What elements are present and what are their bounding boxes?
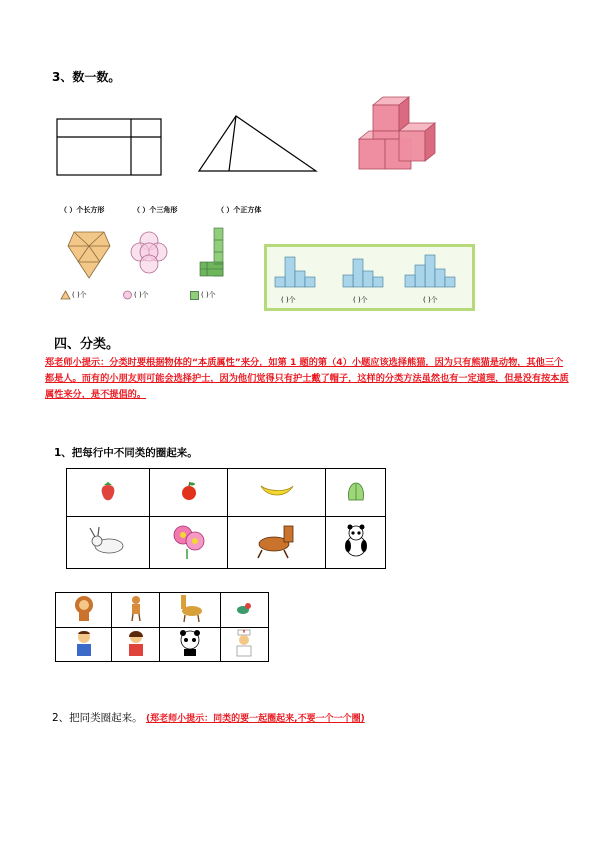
deer-cell[interactable] bbox=[112, 593, 160, 628]
cube-count-blank: ( )个 bbox=[201, 291, 216, 299]
nurse-cell[interactable] bbox=[220, 628, 268, 662]
rabbit-icon bbox=[87, 526, 129, 556]
horse-cell[interactable] bbox=[228, 517, 326, 569]
giraffe-icon bbox=[176, 593, 204, 623]
question-1: 1、把每行中不同类的圈起来。 bbox=[54, 447, 198, 459]
panda-icon bbox=[341, 524, 371, 558]
rectangles-figure bbox=[56, 118, 162, 176]
question-2-text: 2、把同类圈起来。 bbox=[52, 712, 143, 724]
cube-count-label: （ ）个正方体 bbox=[217, 206, 262, 214]
lion-cell[interactable] bbox=[56, 593, 112, 628]
cube-stacks-figure bbox=[273, 249, 463, 291]
horse-icon bbox=[252, 522, 302, 560]
triangle-count-blank: ( )个 bbox=[72, 291, 87, 299]
rectangle-count-label: （ ）个长方形 bbox=[60, 206, 105, 214]
stack-2-count-blank: ( )个 bbox=[353, 296, 368, 304]
bird-cell[interactable] bbox=[220, 593, 268, 628]
flowers-icon bbox=[169, 521, 209, 561]
strawberry-icon bbox=[99, 481, 117, 501]
section-4-title: 四、分类。 bbox=[54, 337, 120, 352]
question-2 bbox=[52, 710, 365, 725]
teacher-tip: 郑老师小提示：分类时要根据物体的“本质属性”来分，如第 1 题的第（4）小题应该选择熊猫，因为只有熊猫是动物，其他三个都是人。而有的小朋友则可能会选择护士，因为他们觉得只有护士戴了帽子，这样的分类方法虽然也有一定道理，但是没有按本质属性来分，是不提倡的。 bbox=[45, 357, 569, 400]
apple-cell[interactable] bbox=[149, 469, 228, 517]
triangle-count-label: （ ）个三角形 bbox=[133, 206, 178, 214]
flowers-cell[interactable] bbox=[149, 517, 228, 569]
boy-icon bbox=[73, 629, 95, 657]
question-2-hint: (郑老师小提示：同类的要一起圈起来,不要一个一个圈) bbox=[146, 714, 365, 724]
stack-3-count-blank: ( )个 bbox=[423, 296, 438, 304]
circle-count-blank: ( )个 bbox=[134, 291, 149, 299]
cubes-figure bbox=[355, 95, 447, 177]
cabbage-icon bbox=[345, 480, 367, 502]
panda-cell[interactable] bbox=[326, 517, 386, 569]
classify-table-1 bbox=[66, 468, 386, 569]
girl-icon bbox=[125, 629, 147, 657]
lion-icon bbox=[71, 594, 97, 622]
small-cubes-figure bbox=[198, 226, 228, 278]
nurse-icon bbox=[233, 629, 255, 657]
bird-icon bbox=[234, 599, 254, 617]
banana-cell[interactable] bbox=[228, 469, 326, 517]
section-3-title: 3、数一数。 bbox=[52, 70, 121, 84]
circle-icon bbox=[122, 290, 133, 300]
strawberry-cell[interactable] bbox=[67, 469, 150, 517]
triangles-figure bbox=[196, 113, 320, 175]
cabbage-cell[interactable] bbox=[326, 469, 386, 517]
stack-1-count-blank: ( )个 bbox=[281, 296, 296, 304]
rabbit-cell[interactable] bbox=[67, 517, 150, 569]
apple-icon bbox=[179, 481, 199, 501]
cube-stacks-box bbox=[264, 244, 475, 311]
panda-2-cell[interactable] bbox=[160, 628, 221, 662]
classify-table-2 bbox=[55, 592, 269, 662]
giraffe-cell[interactable] bbox=[160, 593, 221, 628]
boy-cell[interactable] bbox=[56, 628, 112, 662]
deer-icon bbox=[126, 594, 146, 622]
triangle-icon bbox=[60, 290, 71, 300]
banana-icon bbox=[259, 482, 295, 500]
cone-triangles-figure bbox=[66, 228, 112, 280]
girl-cell[interactable] bbox=[112, 628, 160, 662]
circles-figure bbox=[126, 228, 172, 280]
panda-icon bbox=[177, 629, 203, 657]
cube-icon bbox=[189, 290, 200, 300]
